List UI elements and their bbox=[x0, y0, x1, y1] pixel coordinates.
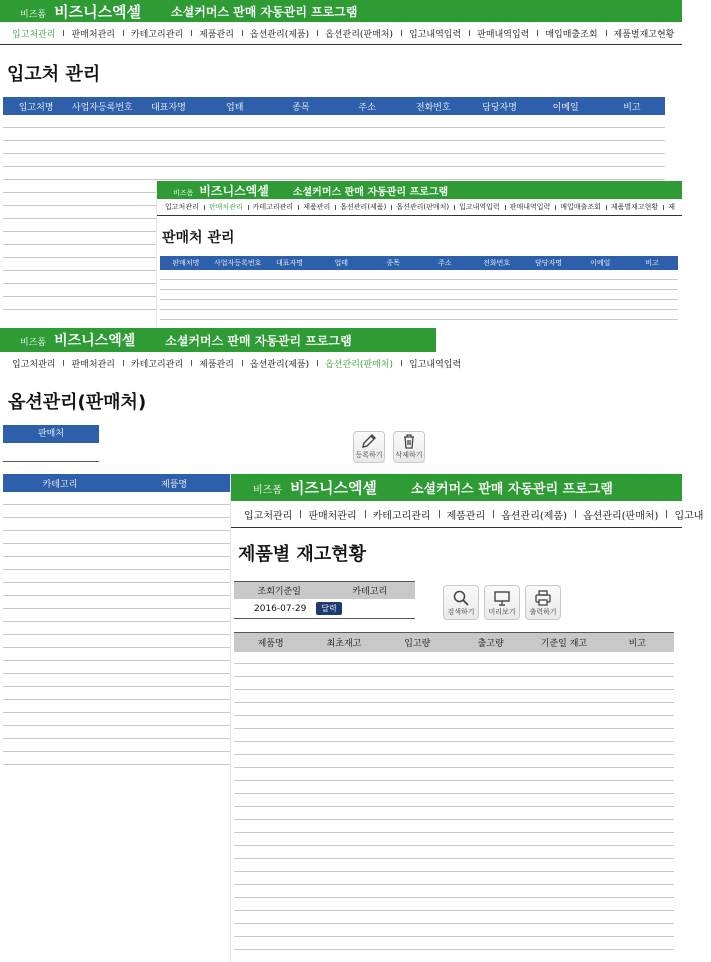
menu-item-stock-in[interactable]: 입고내 bbox=[666, 507, 711, 522]
table-row[interactable] bbox=[3, 154, 665, 167]
menu-item-inventory[interactable]: 제품별재고현황 bbox=[606, 202, 663, 212]
table-row[interactable] bbox=[234, 885, 674, 898]
table-row[interactable] bbox=[234, 677, 674, 690]
column-header[interactable]: 제품명 bbox=[160, 479, 188, 490]
column-header[interactable]: 입고처명 bbox=[18, 102, 54, 113]
page-title: 옵션관리(판매처) bbox=[8, 392, 147, 413]
menu-item-option-seller[interactable]: 옵션관리(판매처) bbox=[317, 27, 401, 40]
menu-item-supplier[interactable]: 입고처관리 bbox=[165, 203, 199, 211]
menu-item-stock-in[interactable]: 입고내역입력 bbox=[454, 202, 505, 212]
table-rows bbox=[160, 270, 678, 320]
delete-button[interactable] bbox=[393, 431, 425, 463]
menu-item-seller[interactable]: 판매처관리 bbox=[63, 27, 122, 40]
menu-item-inventory[interactable]: 제품별재고현황 bbox=[606, 27, 683, 40]
menu-item-option-product[interactable]: 옵션관리(제품) bbox=[493, 507, 575, 522]
delete-button-label: 삭제하기 bbox=[395, 451, 423, 459]
table-row[interactable] bbox=[160, 310, 678, 320]
column-header[interactable]: 입고량 bbox=[404, 639, 431, 649]
register-button-label: 등록하기 bbox=[355, 451, 383, 459]
table-row[interactable] bbox=[160, 270, 678, 280]
brand-prefix: 비즈폼 bbox=[253, 485, 282, 496]
table-row[interactable] bbox=[234, 794, 674, 807]
main-menu bbox=[157, 199, 682, 216]
table-header bbox=[160, 256, 678, 270]
menu-item-supplier[interactable]: 입고처관리 bbox=[12, 359, 56, 370]
menu-item-purchase-sales-lookup[interactable]: 매입매출조회 bbox=[537, 27, 605, 40]
table-row[interactable] bbox=[160, 290, 678, 300]
app-title: 소셜커머스 판매 자동관리 프로그램 bbox=[292, 186, 449, 198]
table-row[interactable] bbox=[234, 833, 674, 846]
app-header bbox=[0, 0, 682, 22]
table-header bbox=[234, 632, 674, 652]
menu-item-stock-in[interactable]: 입고내역입력 bbox=[401, 357, 469, 370]
column-header[interactable]: 업태 bbox=[226, 102, 244, 113]
brand-logo bbox=[173, 182, 269, 199]
brand-prefix: 비즈폼 bbox=[173, 188, 194, 197]
table-row[interactable] bbox=[234, 937, 674, 950]
column-header[interactable]: 대표자명 bbox=[151, 102, 186, 113]
table-row[interactable] bbox=[234, 716, 674, 729]
menu-item-sales[interactable]: 판매내역입력 bbox=[469, 27, 537, 40]
column-header[interactable]: 사업자등록번호 bbox=[71, 102, 133, 113]
brand-logo bbox=[20, 330, 135, 350]
column-header[interactable]: 기준일 재고 bbox=[540, 639, 588, 649]
table-row[interactable] bbox=[234, 911, 674, 924]
table-row[interactable] bbox=[234, 898, 674, 911]
pencil-icon bbox=[360, 432, 378, 450]
seller-selector-input[interactable] bbox=[3, 444, 99, 462]
table-row[interactable] bbox=[234, 807, 674, 820]
column-header[interactable]: 비고 bbox=[623, 102, 641, 113]
table-row[interactable] bbox=[234, 703, 674, 716]
filter-date-value[interactable]: 2016-07-29 bbox=[254, 603, 307, 614]
menu-item-product[interactable]: 제품관리 bbox=[191, 27, 242, 40]
column-header[interactable]: 전화번호 bbox=[483, 259, 511, 267]
column-header[interactable]: 이메일 bbox=[590, 259, 611, 267]
preview-button[interactable] bbox=[484, 585, 520, 620]
table-row[interactable] bbox=[234, 820, 674, 833]
column-header[interactable]: 이메일 bbox=[552, 102, 579, 113]
search-button[interactable] bbox=[443, 585, 479, 620]
column-header[interactable]: 제품명 bbox=[257, 639, 284, 649]
brand-prefix: 비즈폼 bbox=[20, 338, 47, 348]
main-menu bbox=[0, 352, 462, 374]
table-row[interactable] bbox=[160, 280, 678, 290]
menu-item-product[interactable]: 제품관리 bbox=[439, 507, 494, 522]
filter-date-header: 조회기준일 bbox=[257, 587, 301, 597]
column-header[interactable]: 담당자명 bbox=[482, 102, 517, 113]
table-row[interactable] bbox=[234, 690, 674, 703]
table-row[interactable] bbox=[234, 729, 674, 742]
menu-item-truncated[interactable]: 제 bbox=[663, 202, 680, 212]
column-header[interactable]: 판매처명 bbox=[172, 259, 200, 267]
filter-row bbox=[234, 599, 415, 619]
column-header[interactable]: 종목 bbox=[386, 259, 400, 267]
table-row[interactable] bbox=[234, 924, 674, 937]
print-button-label: 출력하기 bbox=[529, 608, 557, 616]
main-menu bbox=[231, 501, 704, 528]
table-row[interactable] bbox=[160, 300, 678, 310]
table-row[interactable] bbox=[234, 651, 674, 664]
search-icon bbox=[452, 589, 470, 607]
menu-item-option-product[interactable]: 옵션관리(제품) bbox=[242, 357, 317, 370]
column-header[interactable]: 담당자명 bbox=[534, 259, 562, 267]
table-row[interactable] bbox=[234, 742, 674, 755]
table-row[interactable] bbox=[234, 664, 674, 677]
filter-header bbox=[234, 581, 415, 599]
app-header bbox=[0, 328, 436, 352]
app-header bbox=[157, 181, 682, 199]
brand-prefix: 비즈폼 bbox=[20, 9, 47, 20]
trash-icon bbox=[400, 432, 418, 450]
column-header[interactable]: 비고 bbox=[628, 639, 646, 649]
menu-item-option-product[interactable]: 옵션관리(제품) bbox=[242, 27, 317, 40]
column-header[interactable]: 전화번호 bbox=[415, 102, 451, 113]
app-title: 소셜커머스 판매 자동관리 프로그램 bbox=[171, 4, 358, 19]
menu-item-category[interactable]: 카테고리관리 bbox=[123, 357, 191, 370]
register-button[interactable] bbox=[353, 431, 385, 463]
menu-item-option-seller[interactable]: 옵션관리(판매처) bbox=[317, 357, 401, 370]
column-header[interactable]: 카테고리 bbox=[42, 479, 78, 490]
filter-category-value[interactable] bbox=[342, 599, 415, 618]
table-rows bbox=[234, 651, 674, 950]
table-row[interactable] bbox=[234, 859, 674, 872]
table-header bbox=[3, 474, 231, 492]
page-title: 제품별 재고현황 bbox=[238, 544, 366, 565]
menu-item-category[interactable]: 카테고리관리 bbox=[248, 202, 299, 212]
table-row[interactable] bbox=[3, 167, 665, 180]
table-row[interactable] bbox=[234, 755, 674, 768]
table-row[interactable] bbox=[234, 768, 674, 781]
window-seller-management bbox=[157, 181, 682, 327]
menu-item-seller[interactable]: 판매처관리 bbox=[300, 507, 364, 522]
menu-item-purchase-sales-lookup[interactable]: 매입매출조회 bbox=[555, 202, 606, 212]
monitor-icon bbox=[493, 589, 511, 607]
menu-item-seller[interactable]: 판매처관리 bbox=[204, 202, 248, 212]
brand-name: 비즈니스엑셀 bbox=[199, 183, 269, 198]
seller-selector-header: 판매처 bbox=[3, 425, 99, 443]
filter-category-header: 카테고리 bbox=[352, 587, 388, 597]
search-button-label: 검색하기 bbox=[447, 608, 475, 616]
calendar-button[interactable]: 달력 bbox=[316, 602, 341, 615]
column-header[interactable]: 최초재고 bbox=[326, 639, 362, 649]
brand-name: 비즈니스엑셀 bbox=[54, 2, 142, 21]
column-header[interactable]: 사업자등록번호 bbox=[214, 259, 262, 267]
table-row[interactable] bbox=[3, 115, 665, 128]
column-header[interactable]: 비고 bbox=[645, 259, 659, 267]
brand-name: 비즈니스엑셀 bbox=[289, 479, 377, 497]
table-row[interactable] bbox=[234, 872, 674, 885]
menu-item-supplier[interactable]: 입고처관리 bbox=[244, 510, 293, 522]
window-inventory-status bbox=[231, 474, 704, 962]
column-header[interactable]: 출고량 bbox=[477, 639, 504, 649]
brand-logo bbox=[20, 1, 141, 22]
app-title: 소셜커머스 판매 자동관리 프로그램 bbox=[410, 482, 613, 497]
table-header bbox=[3, 97, 665, 115]
table-row[interactable] bbox=[234, 846, 674, 859]
menu-item-category[interactable]: 카테고리관리 bbox=[123, 27, 191, 40]
table-row[interactable] bbox=[3, 128, 665, 141]
print-button[interactable] bbox=[525, 585, 561, 620]
menu-item-product[interactable]: 제품관리 bbox=[298, 202, 335, 212]
menu-item-supplier[interactable]: 입고처관리 bbox=[12, 29, 56, 40]
menu-item-option-product[interactable]: 옵션관리(제품) bbox=[335, 202, 391, 212]
main-menu bbox=[0, 22, 682, 45]
menu-item-category[interactable]: 카테고리관리 bbox=[365, 507, 439, 522]
table-row[interactable] bbox=[234, 781, 674, 794]
menu-item-seller[interactable]: 판매처관리 bbox=[63, 357, 122, 370]
menu-item-sales[interactable]: 판매내역입력 bbox=[505, 202, 556, 212]
column-header[interactable]: 업태 bbox=[334, 259, 349, 267]
app-title: 소셜커머스 판매 자동관리 프로그램 bbox=[165, 333, 352, 348]
menu-item-option-seller[interactable]: 옵션관리(판매처) bbox=[391, 202, 454, 212]
page-title: 판매처 관리 bbox=[162, 230, 235, 246]
brand-logo bbox=[253, 477, 377, 498]
column-header[interactable]: 종목 bbox=[292, 102, 310, 113]
page-title: 입고처 관리 bbox=[7, 64, 101, 85]
preview-button-label: 미리보기 bbox=[488, 608, 516, 616]
menu-item-stock-in[interactable]: 입고내역입력 bbox=[401, 27, 469, 40]
table-row[interactable] bbox=[3, 141, 665, 154]
column-header[interactable]: 주소 bbox=[358, 102, 376, 113]
app-header bbox=[231, 474, 682, 501]
menu-item-product[interactable]: 제품관리 bbox=[191, 357, 242, 370]
column-header[interactable]: 주소 bbox=[438, 259, 452, 267]
printer-icon bbox=[534, 589, 552, 607]
column-header[interactable]: 대표자명 bbox=[275, 259, 304, 267]
menu-item-option-seller[interactable]: 옵션관리(판매처) bbox=[575, 507, 666, 522]
brand-name: 비즈니스엑셀 bbox=[54, 333, 136, 349]
